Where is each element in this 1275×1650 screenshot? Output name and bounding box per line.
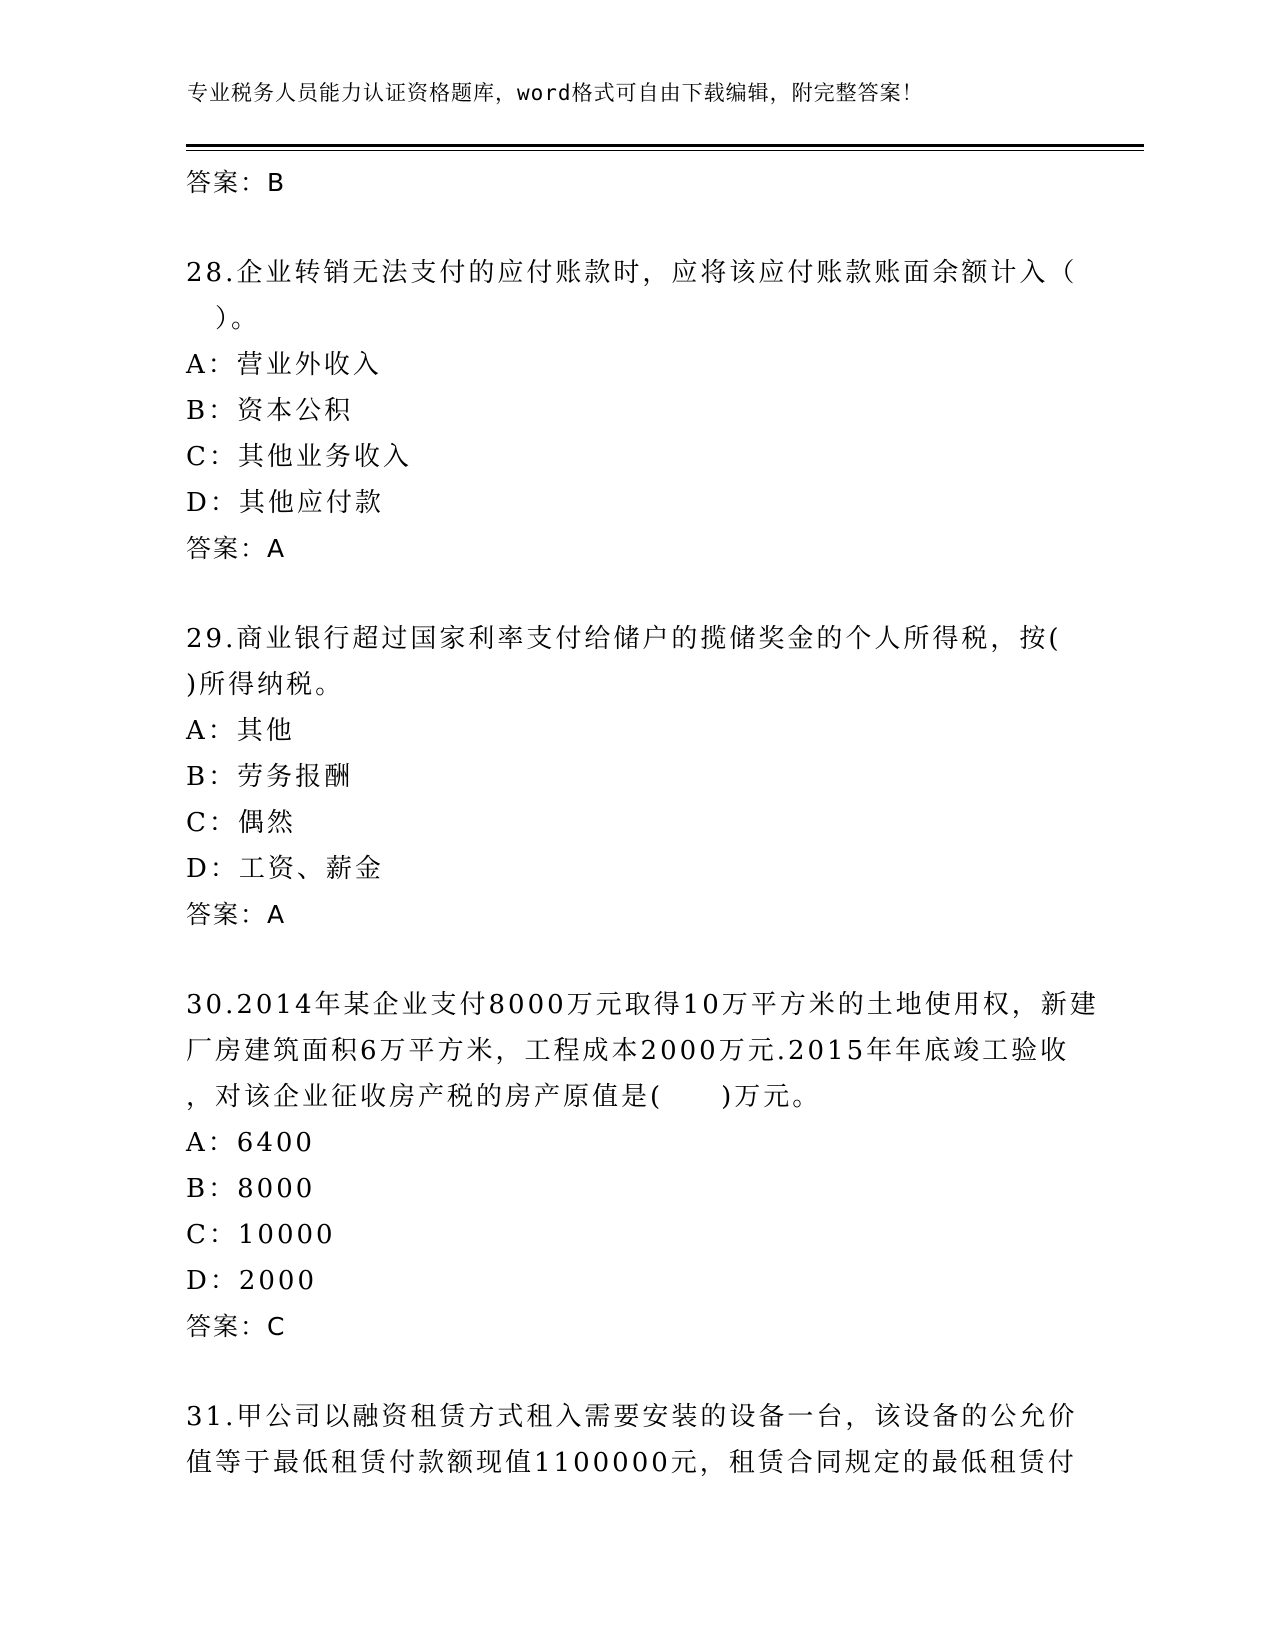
- question-29: [186, 616, 1086, 938]
- answer-line: 答案：C: [186, 1312, 287, 1341]
- option-a: A：其他: [186, 716, 295, 746]
- question-text: ）。: [186, 304, 261, 334]
- question-31: [186, 1394, 1086, 1486]
- option-d: D：其他应付款: [186, 488, 384, 518]
- option-a: A：营业外收入: [186, 350, 382, 380]
- answer-line: 答案：A: [186, 900, 287, 929]
- option-d: D：工资、薪金: [186, 854, 384, 884]
- question-28: [186, 250, 1086, 572]
- question-text: 31.甲公司以融资租赁方式租入需要安装的设备一台，该设备的公允价: [186, 1402, 1078, 1432]
- question-text: ，对该企业征收房产税的房产原值是( )万元。: [186, 1082, 822, 1112]
- page-header: 专业税务人员能力认证资格题库，word格式可自由下载编辑，附完整答案！: [187, 81, 924, 105]
- option-c: C：其他业务收入: [186, 442, 412, 472]
- question-text: 29.商业银行超过国家利率支付给储户的揽储奖金的个人所得税，按(: [186, 624, 1062, 654]
- question-text: 值等于最低租赁付款额现值1100000元，租赁合同规定的最低租赁付: [186, 1448, 1077, 1478]
- header-rule-thick: [186, 144, 1144, 147]
- question-text: )所得纳税。: [186, 670, 345, 700]
- option-b: B：资本公积: [186, 396, 354, 426]
- document-body: [186, 152, 1099, 1486]
- option-c: C：10000: [186, 1220, 336, 1250]
- question-text: 30.2014年某企业支付8000万元取得10万平方米的土地使用权，新建: [186, 990, 1099, 1020]
- option-b: B：劳务报酬: [186, 762, 354, 792]
- option-d: D：2000: [186, 1266, 318, 1296]
- answer-line: 答案：A: [186, 534, 287, 563]
- option-a: A：6400: [186, 1128, 315, 1158]
- answer-line: 答案：B: [186, 168, 287, 197]
- option-b: B：8000: [186, 1174, 316, 1204]
- option-c: C：偶然: [186, 808, 296, 838]
- question-30: [186, 982, 1099, 1350]
- question-text: 28.企业转销无法支付的应付账款时，应将该应付账款账面余额计入（: [186, 258, 1078, 288]
- header-rule-thin: [186, 150, 1144, 151]
- question-text: 厂房建筑面积6万平方米，工程成本2000万元.2015年年底竣工验收: [186, 1036, 1070, 1066]
